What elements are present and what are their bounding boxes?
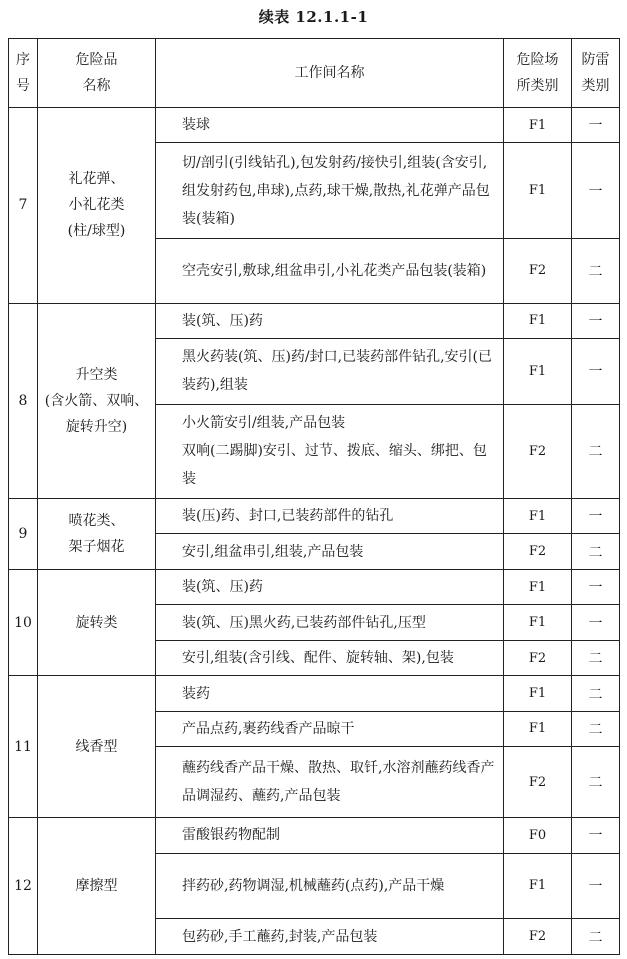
site-class: F1 (504, 853, 572, 919)
lightning-class: 二 (572, 404, 620, 498)
site-class: F2 (504, 238, 572, 303)
lightning-class: 一 (572, 499, 620, 534)
lightning-class: 二 (572, 640, 620, 675)
lightning-class: 一 (572, 853, 620, 919)
table-row (9, 108, 620, 143)
workshop-name: 空壳安引,敷球,组盆串引,小礼花类产品包装(装箱) (156, 238, 504, 303)
site-class: F0 (504, 818, 572, 853)
lightning-class: 一 (572, 108, 620, 143)
group-number: 12 (9, 818, 38, 955)
site-class: F2 (504, 640, 572, 675)
workshop-name: 小火箭安引/组装,产品包装 双响(二踢脚)安引、过节、拨底、缩头、绑把、包装 (156, 404, 504, 498)
table-row (9, 676, 620, 711)
lightning-class: 二 (572, 238, 620, 303)
workshop-name: 装(筑、压)药 (156, 303, 504, 338)
workshop-name: 安引,组装(含引线、配件、旋转轴、架),包装 (156, 640, 504, 675)
workshop-name: 蘸药线香产品干燥、散热、取钎,水溶剂蘸药线香产品调湿药、蘸药,产品包装 (156, 747, 504, 818)
workshop-name: 黑火药装(筑、压)药/封口,已装药部件钻孔,安引(已装药),组装 (156, 338, 504, 404)
product-name: 升空类 (含火箭、双响、 旋转升空) (38, 303, 156, 499)
product-name: 线香型 (38, 676, 156, 818)
site-class: F2 (504, 919, 572, 955)
table-row (9, 569, 620, 604)
classification-table (8, 38, 620, 955)
group-number: 11 (9, 676, 38, 818)
workshop-name: 包药砂,手工蘸药,封装,产品包装 (156, 919, 504, 955)
lightning-class: 二 (572, 711, 620, 746)
site-class: F1 (504, 605, 572, 640)
workshop-name: 雷酸银药物配制 (156, 818, 504, 853)
workshop-name: 产品点药,裹药线香产品晾干 (156, 711, 504, 746)
lightning-class: 二 (572, 676, 620, 711)
workshop-name: 装球 (156, 108, 504, 143)
site-class: F2 (504, 747, 572, 818)
product-name: 摩擦型 (38, 818, 156, 955)
group-number: 7 (9, 108, 38, 304)
table-row (9, 303, 620, 338)
workshop-name: 拌药砂,药物调湿,机械蘸药(点药),产品干燥 (156, 853, 504, 919)
site-class: F1 (504, 108, 572, 143)
site-class: F1 (504, 338, 572, 404)
header-lightning: 防雷 类别 (572, 39, 620, 108)
site-class: F1 (504, 711, 572, 746)
site-class: F2 (504, 534, 572, 569)
site-class: F1 (504, 676, 572, 711)
lightning-class: 一 (572, 818, 620, 853)
site-class: F1 (504, 499, 572, 534)
lightning-class: 一 (572, 303, 620, 338)
site-class: F1 (504, 143, 572, 238)
site-class: F1 (504, 569, 572, 604)
header-workshop: 工作间名称 (156, 39, 504, 108)
group-number: 10 (9, 569, 38, 675)
group-number: 9 (9, 499, 38, 570)
workshop-name: 切/剖引(引线钻孔),包发射药/接快引,组装(含安引,组发射药包,串球),点药,球干燥,散热,礼花弹产品包装(装箱) (156, 143, 504, 238)
lightning-class: 一 (572, 605, 620, 640)
header-no: 序 号 (9, 39, 38, 108)
lightning-class: 一 (572, 338, 620, 404)
workshop-name: 装(筑、压)黑火药,已装药部件钻孔,压型 (156, 605, 504, 640)
workshop-name: 安引,组盆串引,组装,产品包装 (156, 534, 504, 569)
header-product: 危险品 名称 (38, 39, 156, 108)
workshop-name: 装(筑、压)药 (156, 569, 504, 604)
lightning-class: 二 (572, 534, 620, 569)
table-row (9, 499, 620, 534)
product-name: 喷花类、 架子烟花 (38, 499, 156, 570)
table-header-row (9, 39, 620, 108)
workshop-name: 装药 (156, 676, 504, 711)
product-name: 礼花弹、 小礼花类 (柱/球型) (38, 108, 156, 304)
workshop-name: 装(压)药、封口,已装药部件的钻孔 (156, 499, 504, 534)
product-name: 旋转类 (38, 569, 156, 675)
lightning-class: 一 (572, 143, 620, 238)
group-number: 8 (9, 303, 38, 499)
site-class: F1 (504, 303, 572, 338)
lightning-class: 一 (572, 569, 620, 604)
table-body (9, 108, 620, 955)
header-site-class: 危险场 所类别 (504, 39, 572, 108)
lightning-class: 二 (572, 919, 620, 955)
page-title: 续表 12.1.1-1 (258, 8, 369, 26)
site-class: F2 (504, 404, 572, 498)
table-row (9, 818, 620, 853)
lightning-class: 二 (572, 747, 620, 818)
